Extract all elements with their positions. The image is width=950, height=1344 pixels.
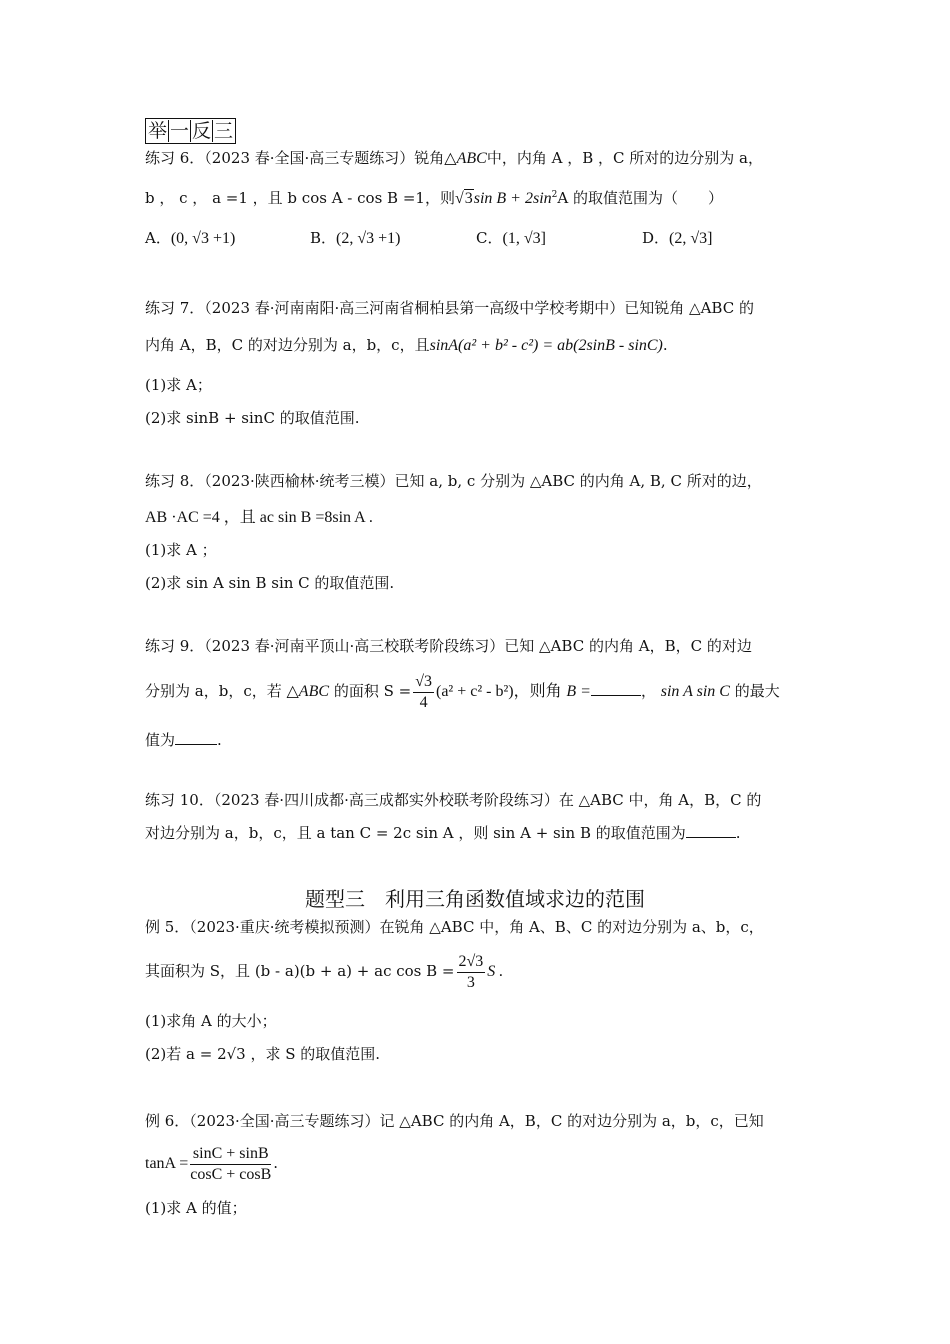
option-value: (1, √3] [502,230,546,247]
ex10-line1: 练习 10．（2023 春·四川成都·高三成都实外校联考阶段练习）在 △ABC 中，角 A，B，C 的 [145,791,762,809]
ex9-fraction [413,672,434,713]
option-value: (2, √3] [669,230,713,247]
option-value: (2, √3 +1) [336,230,401,247]
ex6-option-c [476,226,546,251]
section-tag-char: 举 [148,120,168,142]
ex7-equation: sinA(a² + b² - c²) = ab(2sinB - sinC) [429,337,663,354]
option-label: C． [476,229,503,247]
section-tag [145,118,236,144]
option-label: A． [145,229,171,247]
ex9-blank-2[interactable] [175,730,217,745]
ex6-option-d [642,226,712,251]
ex8-line2: AB ·AC =4 ，且 ac sin B =8sin A . [145,509,373,526]
fraction-numerator: √3 [413,672,434,693]
ex6-option-b [310,226,401,251]
ex9-comma: ， [640,682,656,700]
ex6-triangle: △ABC [444,150,487,167]
eg5-line2-end: S . [487,963,504,980]
eg6-line2 [145,1140,278,1187]
eg6-fraction [190,1144,271,1185]
ex10-period: . [735,824,741,842]
ex10-blank[interactable] [686,823,736,838]
ex6-line2: b ， c ， a =1 ，且 b cos A - cos B =1，则√3sin $B + 2\sin^2A$ 的取值范围为（ ） [145,189,723,207]
ex7-line2-text: 内角 A，B，C 的对边分别为 a，b，c，且 [145,336,430,354]
option-label: D． [642,229,670,247]
eg6-question-1: (1)求 A 的值； [145,1199,247,1217]
ex6-line2-text: b ， c ， a =1 ，且 b cos A - cos B =1，则 [145,189,455,207]
ex8-line1: 练习 8．（2023·陕西榆林·统考三模）已知 a, b, c 分别为 △ABC 的内角 A, B, C 所对的边， [145,472,762,490]
ex6-exponent: 2 [551,190,558,200]
ex9-product: sin A sin C [660,683,730,700]
eg6-period: . [273,1154,279,1172]
fraction-numerator: 2√3 [457,952,486,973]
eg5-line2-text: 其面积为 S，且 (b - a)(b + a) + ac cos B = [145,962,455,980]
ex9-period: . [217,731,222,749]
ex9-blank-1[interactable] [591,681,641,696]
eg6-line1: 例 6．（2023·全国·高三专题练习）记 △ABC 的内角 A，B，C 的对边分别为 a，b，c，已知 [145,1112,764,1130]
ex6-line1-text: 练习 6．（2023 春·全国·高三专题练习）锐角 [145,149,445,167]
ex6-sqrt: 3 [464,190,473,207]
ex7-line1: 练习 7．（2023 春·河南南阳·高三河南省桐柏县第一高级中学校考期中）已知锐角 △ABC 的 [145,299,754,317]
ex9-line1: 练习 9．（2023 春·河南平顶山·高三校联考阶段练习）已知 △ABC 的内角 A，B，C 的对边 [145,637,752,655]
ex8-question-2: (2)求 sin A sin B sin C 的取值范围. [145,574,395,592]
ex7-period: . [662,336,668,354]
ex6-line1 [145,147,763,170]
ex9-area-label: 的面积 S = [333,682,412,700]
ex9-line3 [145,729,222,751]
ex9-line2-end: 的最大 [734,682,780,700]
eg5-line1: 例 5．（2023·重庆·统考模拟预测）在锐角 △ABC 中，角 A、B、C 的对边分别为 a、b，c， [145,918,764,936]
ex9-line3-text: 值为 [145,731,176,749]
fraction-denominator: 4 [419,693,428,711]
eg6-tan-label: tanA = [145,1155,189,1172]
ex10-line2-text: 对边分别为 a，b，c，且 a tan C = 2c sin A ，则 sin A + sin B 的取值范围为 [145,824,686,842]
ex6-line2-math: sin B + 2sin [473,190,552,207]
ex9-line2 [145,668,780,715]
ex9-angle-b: B = [566,683,591,700]
eg5-question-1: (1)求角 A 的大小； [145,1012,277,1030]
ex9-triangle: △ABC [286,683,330,700]
ex7-question-1: (1)求 A； [145,376,212,394]
ex6-option-a [145,226,235,251]
eg5-line2 [145,948,503,995]
eg5-fraction [457,952,486,993]
section-heading: 题型三 利用三角函数值域求边的范围 [305,887,645,911]
ex9-line2-text-c: (a² + c² - b²)，则角 [435,683,562,700]
ex7-line2 [145,334,668,357]
ex9-line2-text: 分别为 a，b，c，若 [145,682,282,700]
option-value: (0, √3 +1) [170,230,236,247]
option-label: B． [310,229,337,247]
section-tag-char: 反 [192,120,212,142]
section-tag-char: 一 [170,120,190,142]
fraction-numerator: sinC + sinB [190,1144,271,1165]
ex7-question-2: (2)求 sinB + sinC 的取值范围. [145,409,360,427]
section-tag-char: 三 [214,120,234,142]
fraction-denominator: cosC + cosB [190,1165,272,1183]
ex6-line1-text-b: 中，内角 A ，B ，C 所对的边分别为 a， [486,149,763,167]
eg5-question-2: (2)若 a = 2√3 ，求 S 的取值范围. [145,1045,381,1063]
ex10-line2 [145,822,741,844]
ex8-question-1: (1)求 A ； [145,541,217,559]
ex6-line2-text-c: A 的取值范围为（ ） [557,189,723,207]
fraction-denominator: 3 [466,973,475,991]
